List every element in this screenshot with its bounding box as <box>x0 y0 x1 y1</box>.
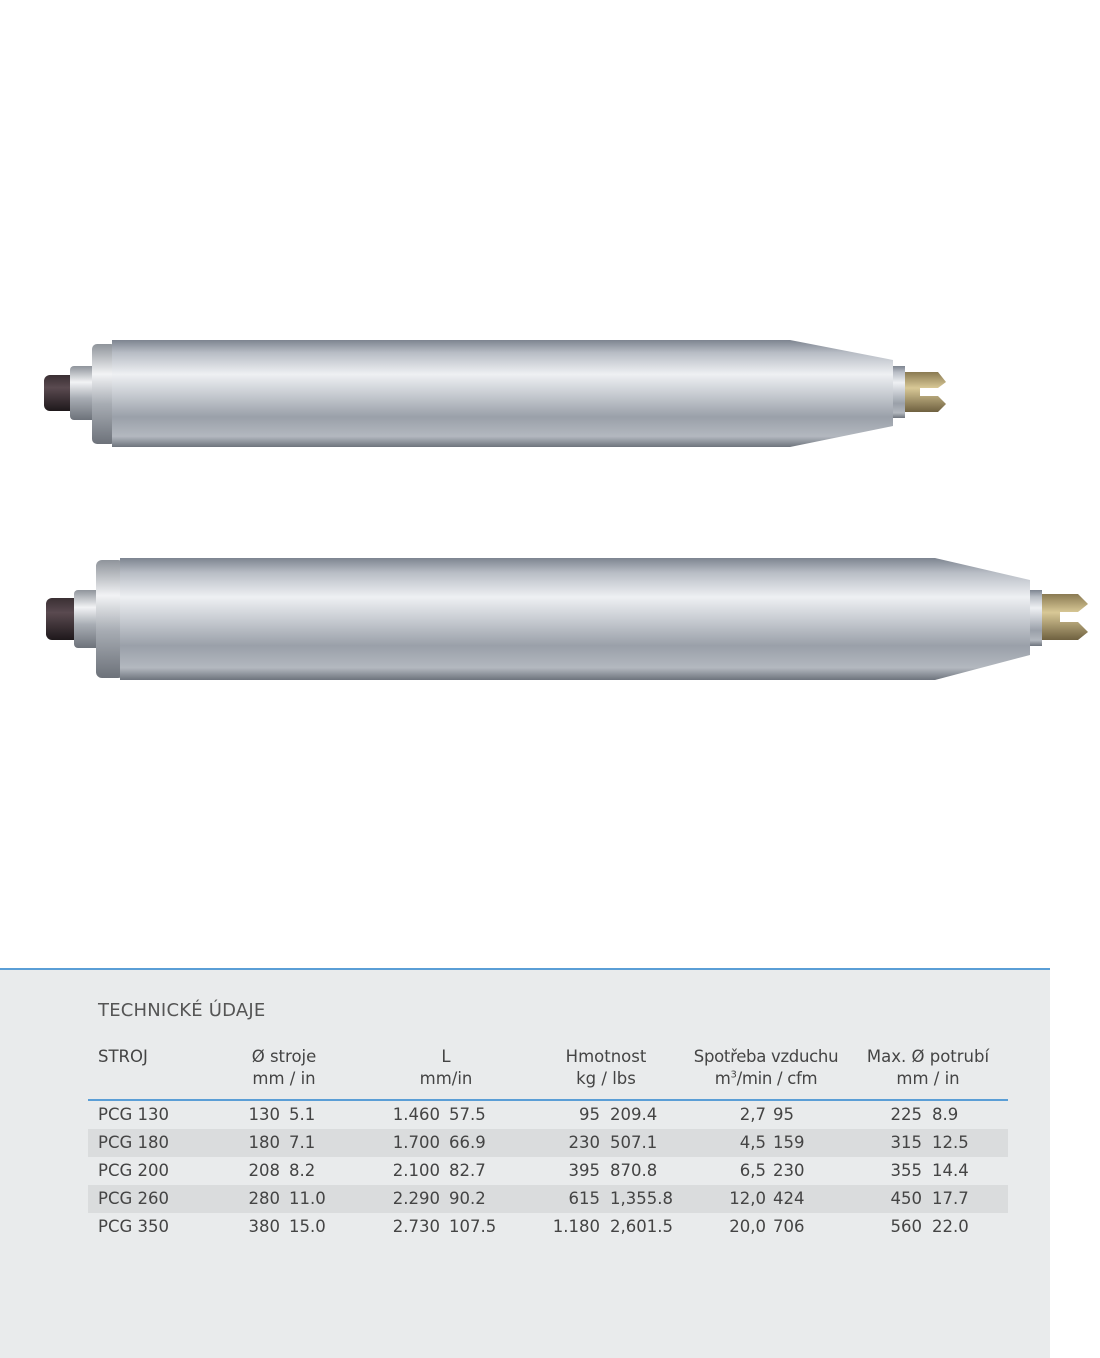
table-row <box>88 1157 1008 1185</box>
header-air-consumption: Spotřeba vzduchu $m^3/\min$ / cfm <box>693 1047 839 1088</box>
cell-w-lbs: 507.1 <box>610 1133 658 1152</box>
cell-p-mm: 560 <box>890 1217 922 1236</box>
cell-l-mm: 2.100 <box>392 1161 440 1180</box>
table-row <box>88 1129 1008 1157</box>
cell-a-m3: 2,7 <box>739 1105 766 1124</box>
cell-d-mm: 208 <box>248 1161 280 1180</box>
cell-w-kg: 1.180 <box>552 1217 600 1236</box>
cell-p-in: 22.0 <box>932 1217 969 1236</box>
table-row <box>88 1101 1008 1129</box>
cell-d-mm: 280 <box>248 1189 280 1208</box>
cell-l-in: 66.9 <box>449 1133 486 1152</box>
cell-p-in: 8.9 <box>932 1105 959 1124</box>
cell-l-mm: 1.460 <box>392 1105 440 1124</box>
cell-w-kg: 395 <box>568 1161 600 1180</box>
cell-l-mm: 2.290 <box>392 1189 440 1208</box>
cell-w-kg: 230 <box>568 1133 600 1152</box>
cell-l-in: 107.5 <box>449 1217 497 1236</box>
cell-w-kg: 615 <box>568 1189 600 1208</box>
cell-l-mm: 2.730 <box>392 1217 440 1236</box>
cell-d-mm: 180 <box>248 1133 280 1152</box>
header-max-pipe: Max. Ø potrubí mm / in <box>866 1047 990 1088</box>
cell-w-lbs: 209.4 <box>610 1105 658 1124</box>
header-diameter: Ø stroje mm / in <box>251 1047 317 1088</box>
tool-lower <box>46 558 1088 680</box>
cell-a-cfm: 230 <box>773 1161 805 1180</box>
cell-a-cfm: 159 <box>773 1133 805 1152</box>
header-weight: Hmotnost kg / lbs <box>565 1047 647 1088</box>
cell-w-lbs: 2,601.5 <box>610 1217 673 1236</box>
cell-machine: PCG 200 <box>98 1161 169 1180</box>
cell-d-in: 5.1 <box>289 1105 316 1124</box>
cell-d-in: 15.0 <box>289 1217 326 1236</box>
cell-p-mm: 315 <box>890 1133 922 1152</box>
cell-p-in: 17.7 <box>932 1189 969 1208</box>
cell-l-in: 82.7 <box>449 1161 486 1180</box>
tool-upper <box>44 340 946 447</box>
cell-l-in: 90.2 <box>449 1189 486 1208</box>
header-machine: STROJ <box>98 1047 148 1066</box>
cell-d-mm: 380 <box>248 1217 280 1236</box>
cell-p-mm: 450 <box>890 1189 922 1208</box>
cell-a-cfm: 424 <box>773 1189 805 1208</box>
cell-l-mm: 1.700 <box>392 1133 440 1152</box>
cell-a-cfm: 706 <box>773 1217 805 1236</box>
cell-a-cfm: 95 <box>773 1105 794 1124</box>
cell-d-in: 11.0 <box>289 1189 326 1208</box>
cell-a-m3: 6,5 <box>739 1161 766 1180</box>
cell-machine: PCG 130 <box>98 1105 169 1124</box>
specs-title: TECHNICKÉ ÚDAJE <box>98 1000 266 1021</box>
cell-a-m3: 4,5 <box>739 1133 766 1152</box>
cell-d-mm: 130 <box>248 1105 280 1124</box>
cell-l-in: 57.5 <box>449 1105 486 1124</box>
cell-w-lbs: 1,355.8 <box>610 1189 673 1208</box>
cell-machine: PCG 180 <box>98 1133 169 1152</box>
cell-machine: PCG 260 <box>98 1189 169 1208</box>
cell-w-kg: 95 <box>579 1105 600 1124</box>
cell-p-in: 12.5 <box>932 1133 969 1152</box>
cell-d-in: 7.1 <box>289 1133 316 1152</box>
cell-p-mm: 355 <box>890 1161 922 1180</box>
cell-a-m3: 20,0 <box>729 1217 766 1236</box>
cell-d-in: 8.2 <box>289 1161 316 1180</box>
technical-data-panel <box>0 968 1050 1358</box>
table-row <box>88 1185 1008 1213</box>
cell-a-m3: 12,0 <box>729 1189 766 1208</box>
table-row <box>88 1213 1008 1241</box>
cell-p-mm: 225 <box>890 1105 922 1124</box>
cell-w-lbs: 870.8 <box>610 1161 658 1180</box>
cell-p-in: 14.4 <box>932 1161 969 1180</box>
header-length: L mm/in <box>419 1047 473 1088</box>
cell-machine: PCG 350 <box>98 1217 169 1236</box>
